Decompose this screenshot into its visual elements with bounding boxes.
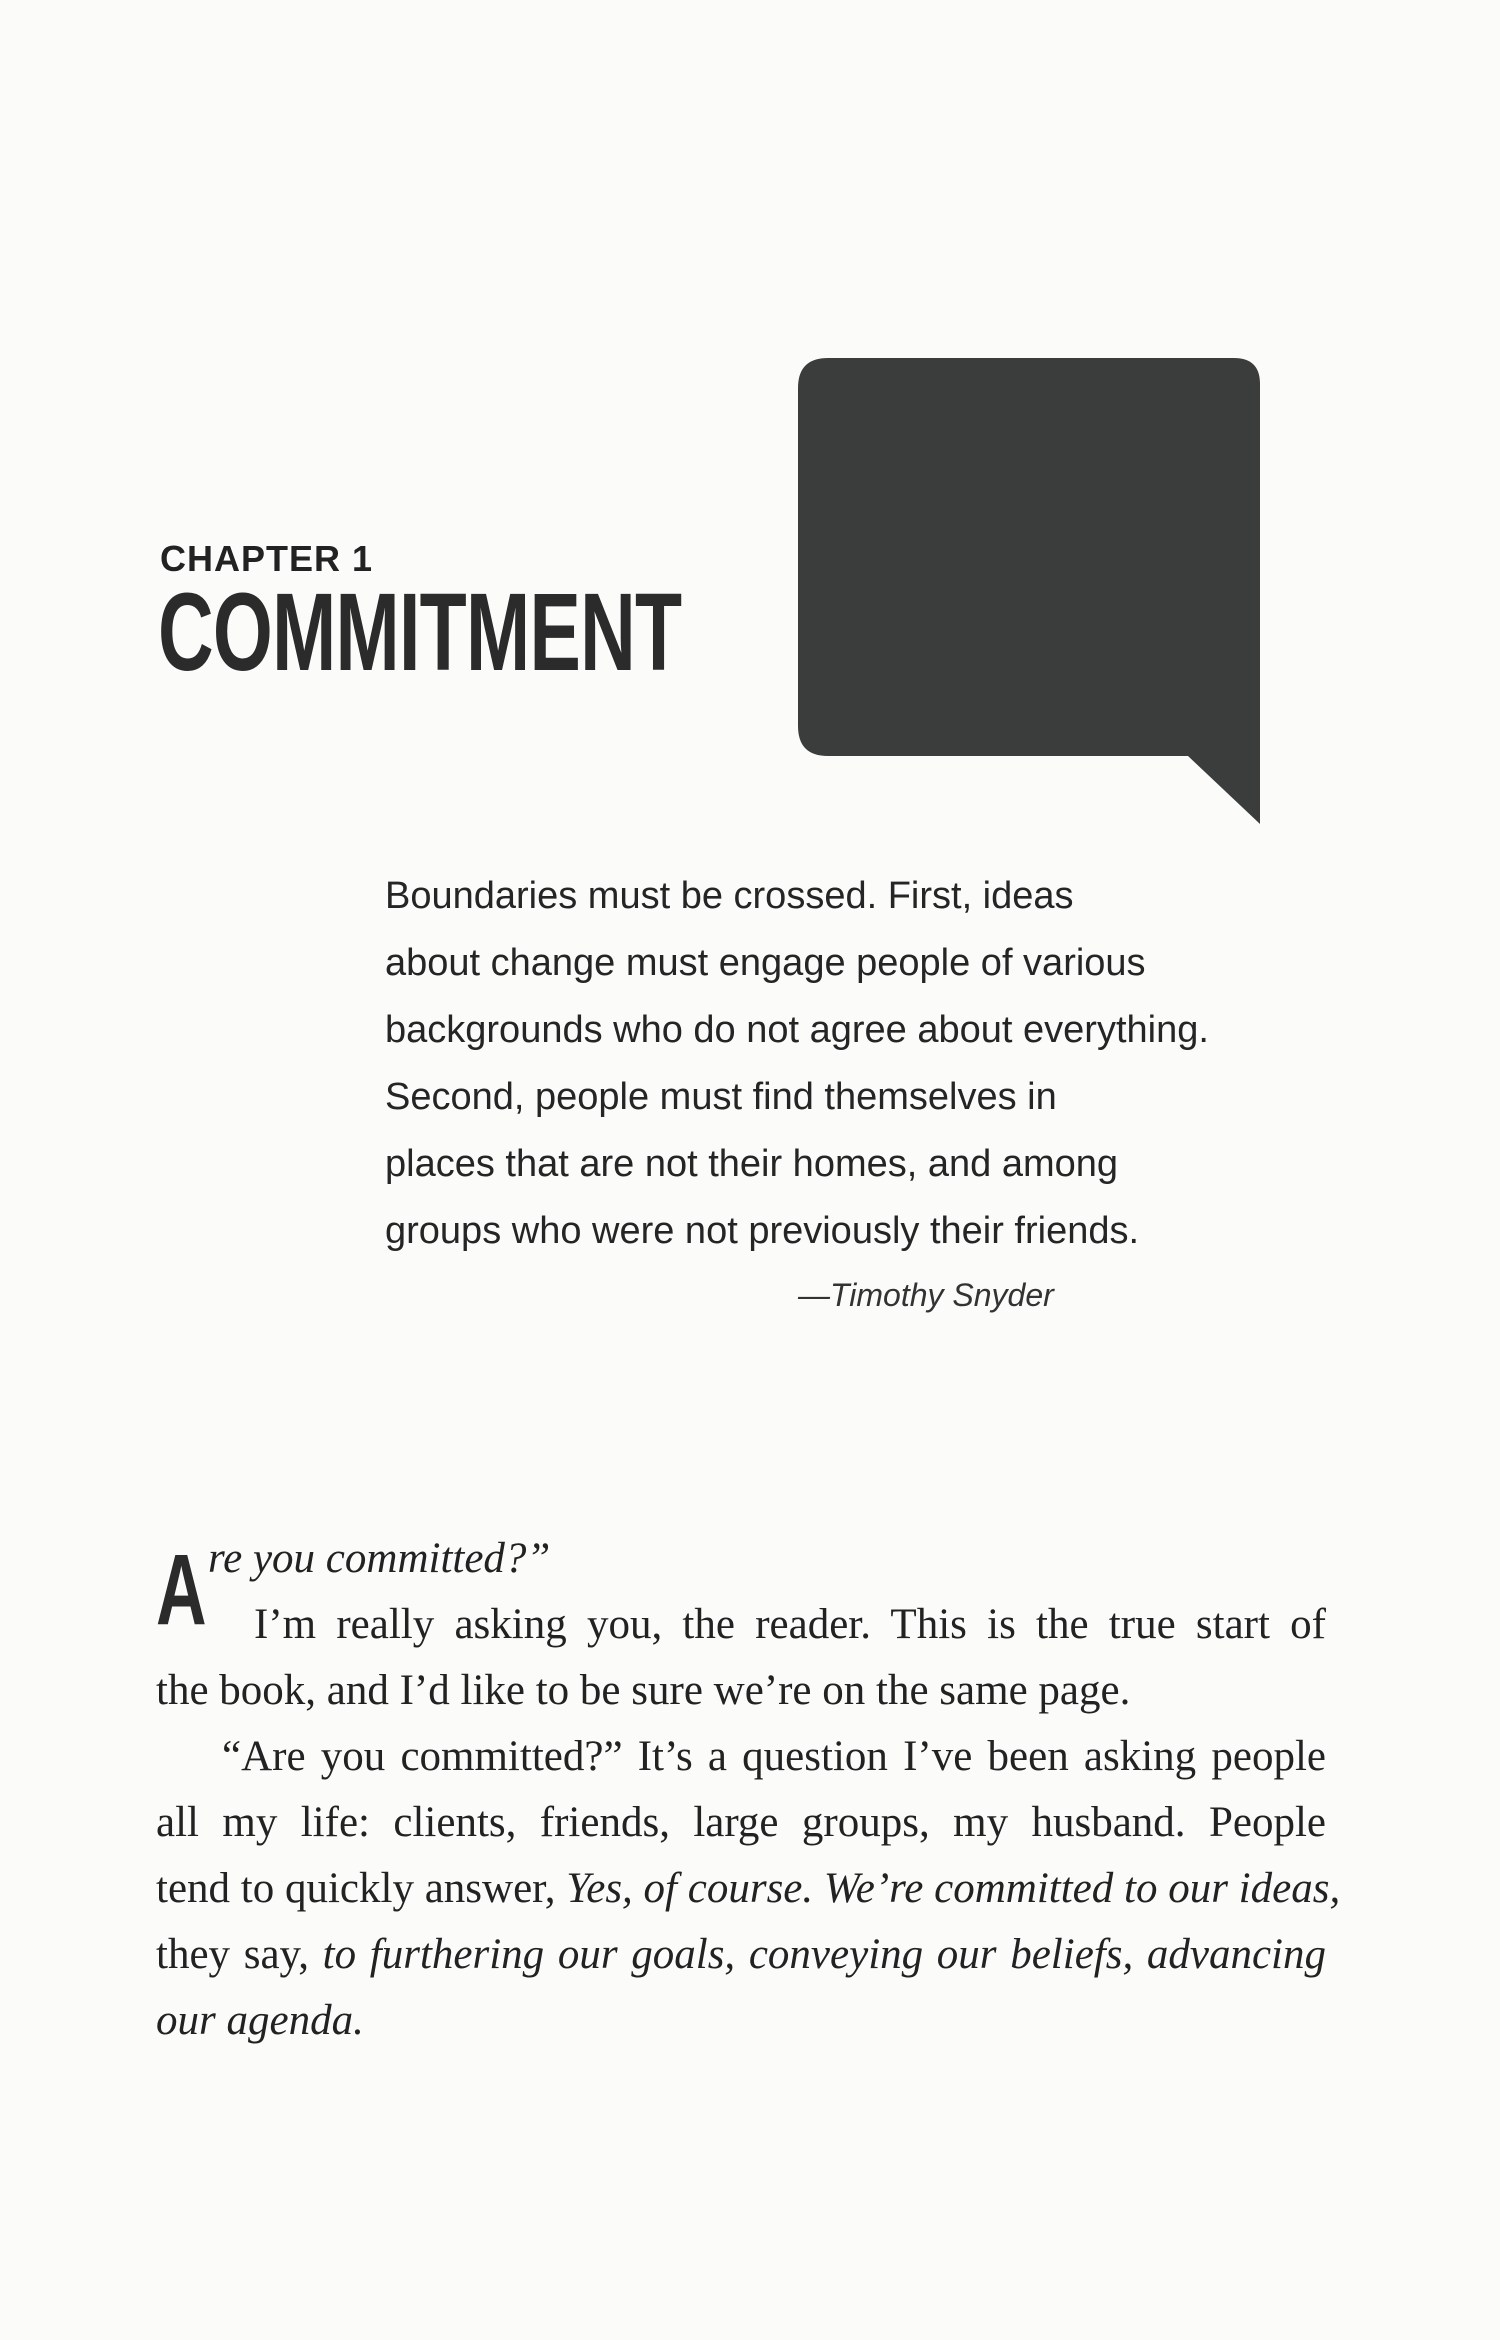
epigraph-line: about change must engage people of various xyxy=(385,942,1146,984)
paragraph-text: tend to quickly answer, xyxy=(156,1865,567,1912)
paragraph-line xyxy=(156,1988,1326,2054)
paragraph-line: the book, and I’d like to be sure we’re on the same page. xyxy=(156,1667,1131,1714)
drop-cap: A xyxy=(156,1534,207,1646)
chapter-title: COMMITMENT xyxy=(158,571,682,694)
speech-bubble-icon xyxy=(798,358,1260,824)
paragraph-line: “Are you committed?” It’s a question I’ve been asking people xyxy=(222,1733,1326,1780)
epigraph-line: Second, people must find themselves in xyxy=(385,1076,1057,1118)
epigraph-line: backgrounds who do not agree about everything. xyxy=(385,1009,1209,1051)
epigraph-line: Boundaries must be crossed. First, ideas xyxy=(385,875,1074,917)
epigraph-line: groups who were not previously their friends. xyxy=(385,1210,1140,1252)
opening-line: re you committed?” xyxy=(208,1535,551,1582)
italic-text: our agenda. xyxy=(156,1997,364,2044)
paragraph-line: all my life: clients, friends, large groups, my husband. People xyxy=(156,1799,1326,1846)
italic-text: to furthering our goals, conveying our beliefs, advancing xyxy=(322,1931,1326,1978)
paragraph-line xyxy=(156,1922,1326,1988)
paragraph-line: I’m really asking you, the reader. This is the true start of xyxy=(254,1601,1326,1648)
paragraph-text: they say, xyxy=(156,1931,323,1978)
paragraph xyxy=(156,1724,1341,2054)
epigraph-line: places that are not their homes, and among xyxy=(385,1143,1119,1185)
epigraph-quote xyxy=(385,863,1345,1265)
paragraph xyxy=(156,1592,1326,1724)
italic-text: Yes, of course. We’re committed to our ideas, xyxy=(566,1865,1341,1912)
epigraph-attribution: —Timothy Snyder xyxy=(798,1277,1054,1313)
paragraph-line xyxy=(156,1856,1341,1922)
chapter-label: CHAPTER 1 xyxy=(160,538,374,579)
